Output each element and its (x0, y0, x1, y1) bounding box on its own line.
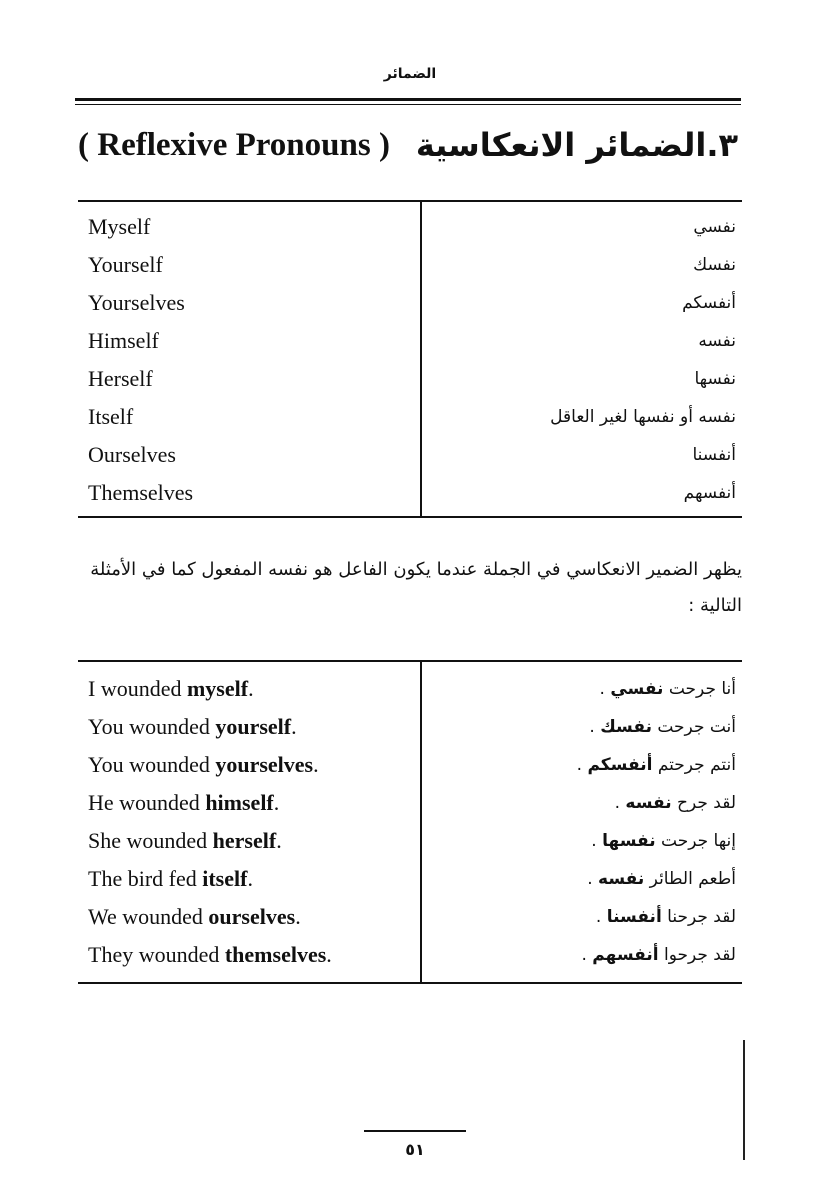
pronoun-en: Ourselves (88, 442, 176, 467)
margin-bar (743, 1040, 745, 1160)
explanation-paragraph: يظهر الضمير الانعكاسي في الجملة عندما يكون الفاعل هو نفسه المفعول كما في الأمثلة التالية : (90, 559, 742, 616)
english-column (78, 201, 421, 517)
arabic-column (421, 201, 742, 517)
pronoun-ar: أنفسكم (682, 293, 736, 313)
example-en: I wounded myself. (88, 676, 254, 701)
header-rule-thick (75, 98, 741, 101)
example-ar: أنتم جرحتم أنفسكم . (576, 755, 736, 775)
example-ar: إنها جرحت نفسها . (591, 831, 736, 851)
example-ar: أطعم الطائر نفسه . (587, 869, 736, 889)
pronoun-en: Yourself (88, 252, 163, 277)
example-en: You wounded yourself. (88, 714, 297, 739)
example-ar: لقد جرحنا أنفسنا . (595, 907, 736, 927)
example-en: You wounded yourselves. (88, 752, 319, 777)
examples-table (78, 660, 742, 984)
example-en: The bird fed itself. (88, 866, 253, 891)
arabic-examples-column (421, 661, 742, 983)
pronoun-en: Itself (88, 404, 134, 429)
section-title (78, 118, 738, 172)
table-row (78, 201, 742, 517)
example-en: They wounded themselves. (88, 942, 332, 967)
section-title-english: ( Reflexive Pronouns ) (78, 126, 390, 163)
pronoun-ar: نفسي (693, 217, 736, 237)
section-title-arabic: ٣.الضمائر الانعكاسية (415, 126, 738, 164)
example-en: We wounded ourselves. (88, 904, 301, 929)
pronoun-ar: أنفسنا (692, 445, 736, 465)
pronoun-ar: نفسه أو نفسها لغير العاقل (550, 407, 736, 427)
pronoun-en: Myself (88, 214, 151, 239)
example-ar: لقد جرح نفسه . (614, 793, 736, 813)
table-row (78, 661, 742, 983)
example-ar: لقد جرحوا أنفسهم . (581, 945, 736, 965)
example-en: He wounded himself. (88, 790, 280, 815)
pronoun-en: Themselves (88, 480, 194, 505)
pronoun-en: Yourselves (88, 290, 185, 315)
example-ar: أنت جرحت نفسك . (589, 717, 736, 737)
pronoun-en: Himself (88, 328, 159, 353)
english-examples-column (78, 661, 421, 983)
pronoun-en: Herself (88, 366, 153, 391)
running-head: الضمائر (383, 66, 437, 82)
pronoun-ar: أنفسهم (683, 483, 736, 503)
pronoun-ar: نفسه (698, 331, 736, 351)
header-rule-thin (75, 104, 741, 105)
example-ar: أنا جرحت نفسي . (599, 679, 736, 699)
page-number: ٥١ (405, 1140, 425, 1159)
pronoun-ar: نفسها (694, 369, 736, 389)
footer-rule (364, 1130, 466, 1132)
pronoun-ar: نفسك (693, 255, 736, 275)
example-en: She wounded herself. (88, 828, 282, 853)
reflexive-pronouns-table (78, 200, 742, 518)
